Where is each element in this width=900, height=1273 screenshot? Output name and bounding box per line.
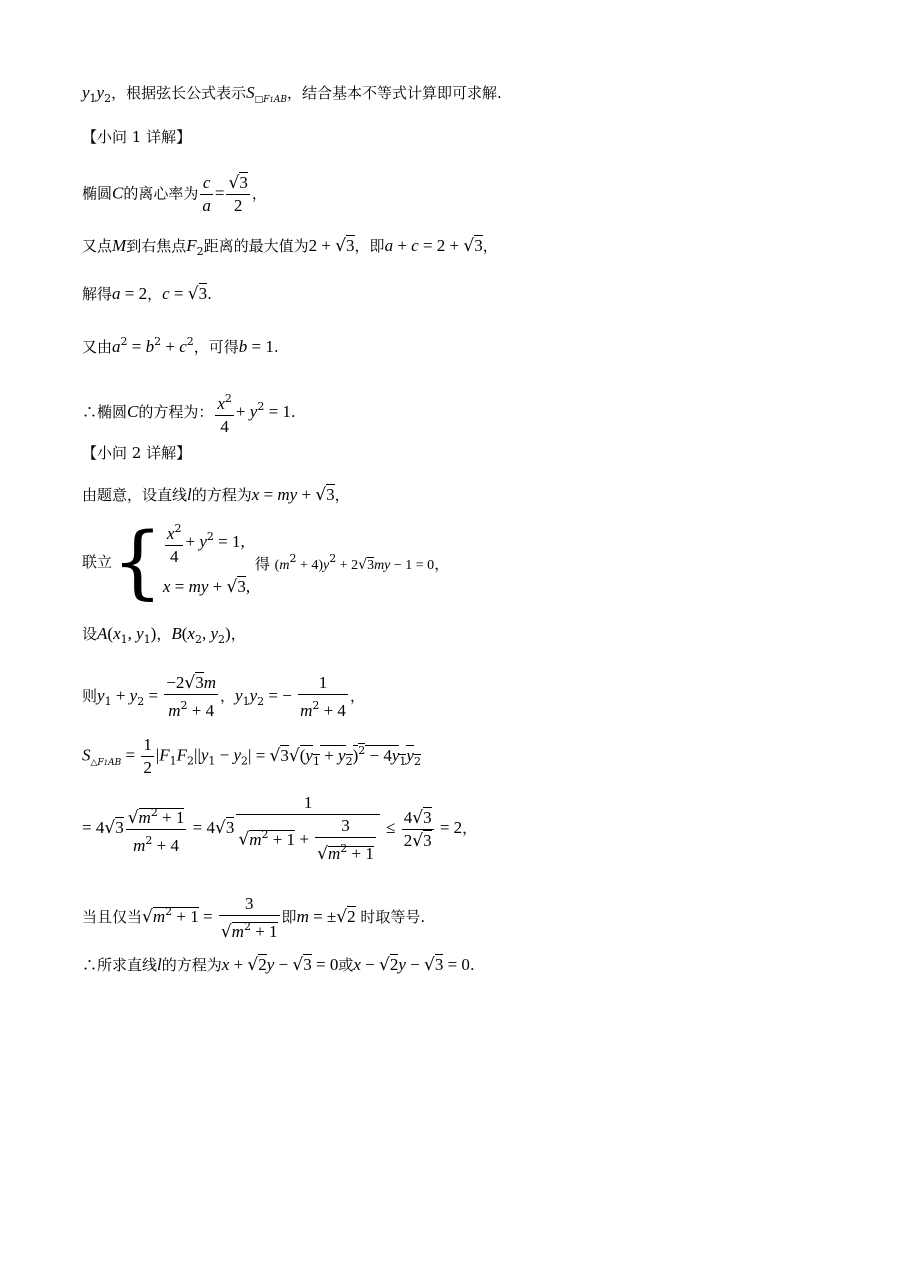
line-eccentricity: 椭圆C的离心率为 $\frac{c}{a}$ = $\frac{√3}{2}$ ， — [82, 173, 267, 215]
line-vieta: 则$y_1 + y_2$ = $\frac{-2√3m}{m^2 + 4}$ ，$y_1y_2$ = − $\frac{1}{m^2 + 4}$ ， — [82, 673, 365, 720]
line-intro: $y_1y_2$，根据弦长公式表示$S_{□F1AB}$，结合基本不等式计算即可求解. — [82, 83, 502, 105]
line-max-distance: 又点M到右焦点$F_2$距离的最大值为2 + √3，即a + c = 2 + √3， — [82, 236, 498, 258]
line-solve-a-c: 解得a = 2，c = √3. — [82, 284, 212, 304]
line-area-formula: $S_{\triangle F1AB}$ = $\frac{1}{2}$ $|F_1F_2||y_1 - y_2| = √3√(y_1 + y_2)^2 - 4y_1y_2$ — [82, 735, 421, 777]
section-header-q1: 【小问 1 详解】 — [82, 128, 192, 146]
line-set-line-l: 由题意，设直线l的方程为x = my + √3， — [82, 485, 350, 505]
line-equality-condition: 当且仅当$√m^2 + 1$ = $\frac{3}{√m^2 + 1}$ 即m = ±√2 时取等号. — [82, 894, 426, 942]
line-conclusion: ∴所求直线l的方程为x + √2y − √3 = 0或x − √2y − √3 = 0. — [82, 955, 475, 975]
line-system: 联立{ $\frac{x^2}{4}$ + $y^2 = 1$, x = my + √3, 得 $(m^2 + 4)y^2 + 2√3my - 1 = 0$， — [82, 515, 450, 608]
line-inequality: = 4√3 $\frac{√m^2 + 1}{m^2 + 4}$ = 4√3 1 $√m^2 + 1$ + $\frac{3}{√m^2 + 1}$ ≤ $\frac{4√3}{2√3}$ = 2， — [82, 793, 478, 864]
section-header-q2: 【小问 2 详解】 — [82, 444, 192, 462]
line-solve-b: 又由$a^2 = b^2 + c^2$，可得b = 1. — [82, 335, 279, 356]
line-ellipse-equation: ∴椭圆C的方程为： $\frac{x^2}{4}$ + $y^2 = 1$. — [82, 388, 296, 438]
line-set-points: 设$A(x_1$, $y_1$)，$B(x_2$, $y_2$)， — [82, 624, 246, 646]
